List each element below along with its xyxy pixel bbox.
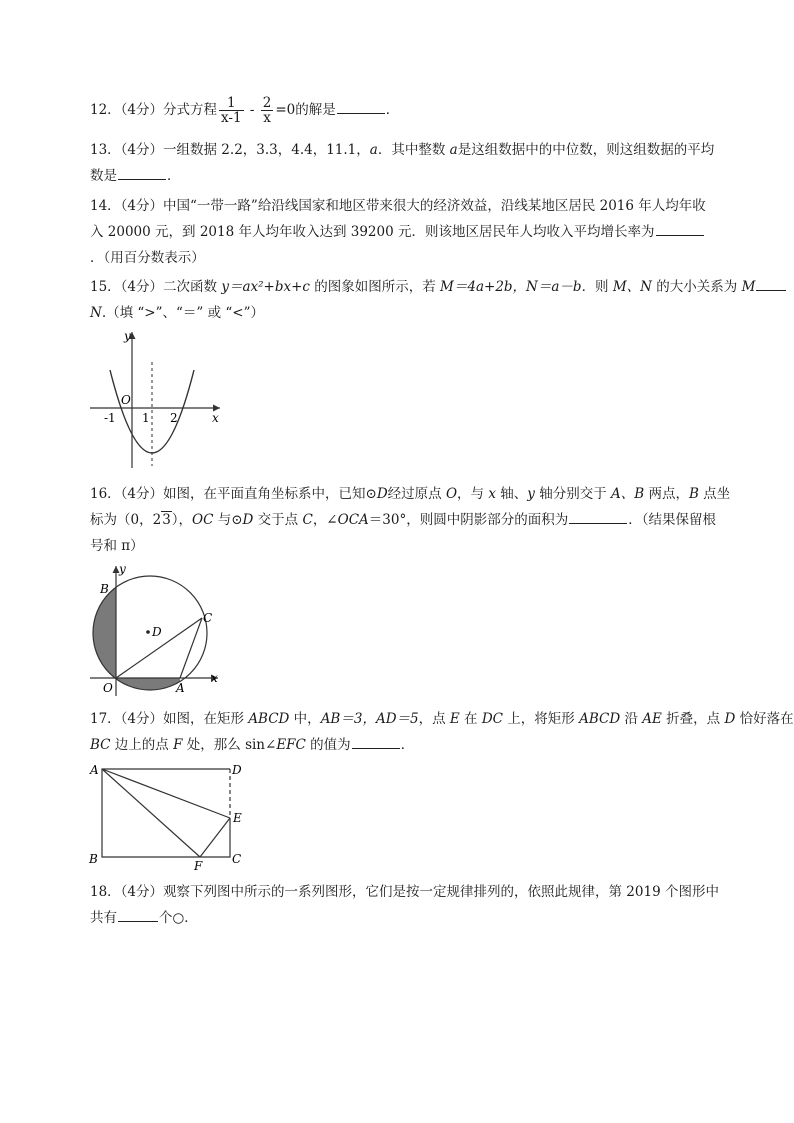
question-17 <box>90 706 794 758</box>
answer-blank-13[interactable] <box>118 163 166 180</box>
question-15 <box>90 274 756 326</box>
segment-FE <box>200 818 230 857</box>
fraction-1: $\frac{1}{x-1}$ <box>221 95 242 126</box>
question-18 <box>90 879 730 931</box>
label-B: B <box>100 582 109 596</box>
sqrt-3: 3 <box>162 512 171 528</box>
y-axis-label: y <box>124 329 131 343</box>
label-F: F <box>194 859 203 872</box>
q17-line2: BC 边上的点 F 处，那么 sin∠EFC 的值为 ． <box>90 732 730 758</box>
q18-line1: 18．（4分）观察下列图中所示的一系列图形，它们是按一定规律排列的，依照此规律，第 2019 个图形中 <box>90 884 719 900</box>
q17-line1: 17．（4分）如图，在矩形 ABCD 中，AB＝3，AD＝5，点 E 在 DC 上，将矩形 ABCD 沿 AE 折叠，点 D 恰好落在 <box>90 711 794 727</box>
q12-text: 12．（4分）分式方程 <box>90 102 218 118</box>
x-axis-label: x <box>212 411 219 425</box>
answer-blank-18[interactable] <box>118 905 158 922</box>
label-D: D <box>152 625 162 639</box>
q15-line1: 15．（4分）二次函数 y＝ax²+bx+c 的图象如图所示，若 M＝4a+2b，N＝a－b．则 M、N 的大小关系为 M <box>90 274 730 300</box>
label-x: x <box>211 671 218 685</box>
q18-line2: 共有 个○． <box>90 905 730 931</box>
question-16 <box>90 481 730 559</box>
q15-line2: N.（填 “>”、“＝” 或 “<”） <box>90 305 265 321</box>
label-A: A <box>176 681 185 695</box>
tick-1: 1 <box>142 411 150 425</box>
answer-blank-17[interactable] <box>352 732 400 749</box>
q13-line2: 数是 ． <box>90 163 730 189</box>
label-O: O <box>103 681 113 695</box>
question-13 <box>90 137 730 189</box>
q13-line1: 13．（4分）一组数据 2.2，3.3，4.4，11.1，a．其中整数 a是这组数据中的中位数，则这组数据的平均 <box>90 142 715 158</box>
rectangle-figure <box>86 760 254 872</box>
segment-AF <box>102 769 200 857</box>
answer-blank-16[interactable] <box>569 507 627 524</box>
answer-blank-14[interactable] <box>656 219 704 236</box>
label-D: D <box>232 763 242 777</box>
origin-label: O <box>121 393 131 407</box>
segment-AE <box>102 769 230 818</box>
answer-blank-15[interactable] <box>756 274 786 291</box>
label-y: y <box>119 562 126 576</box>
center-dot <box>146 630 150 634</box>
q14-line3: ．（用百分数表示） <box>90 250 205 266</box>
fraction-2: $\frac{2}{x}$ <box>262 95 272 126</box>
label-E: E <box>233 811 242 825</box>
label-C: C <box>203 611 213 625</box>
label-B: B <box>89 852 98 866</box>
label-C: C <box>232 852 242 866</box>
answer-blank-12[interactable] <box>337 97 385 114</box>
question-14 <box>90 193 730 271</box>
q14-line2: 入 20000 元，到 2018 年人均年收入达到 39200 元．则该地区居民年人均收入平均增长率为 <box>90 219 730 245</box>
tick-2: 2 <box>170 411 178 425</box>
circle-figure <box>86 562 226 700</box>
label-A: A <box>90 763 99 777</box>
q16-line3: 号和 π） <box>90 538 144 554</box>
tick-neg1: -1 <box>104 411 116 425</box>
q16-line2: 标为（0，23），OC 与⊙D 交于点 C，∠OCA＝30°，则圆中阴影部分的面积为 ．（结果保留根 <box>90 507 730 533</box>
q14-line1: 14．（4分）中国“一带一路”给沿线国家和地区带来很大的经济效益，沿线某地区居民 2016 年人均年收 <box>90 198 706 214</box>
segment-CA <box>180 618 202 678</box>
question-12: 12．（4分）分式方程 $\frac{1}{x-1}$ - $\frac{2}{x}$ =0的解是 ． <box>90 95 400 126</box>
parabola-graph <box>86 326 230 474</box>
q16-line1: 16．（4分）如图，在平面直角坐标系中，已知⊙D经过原点 O，与 x 轴、y 轴分别交于 A、B 两点，B 点坐 <box>90 486 731 502</box>
